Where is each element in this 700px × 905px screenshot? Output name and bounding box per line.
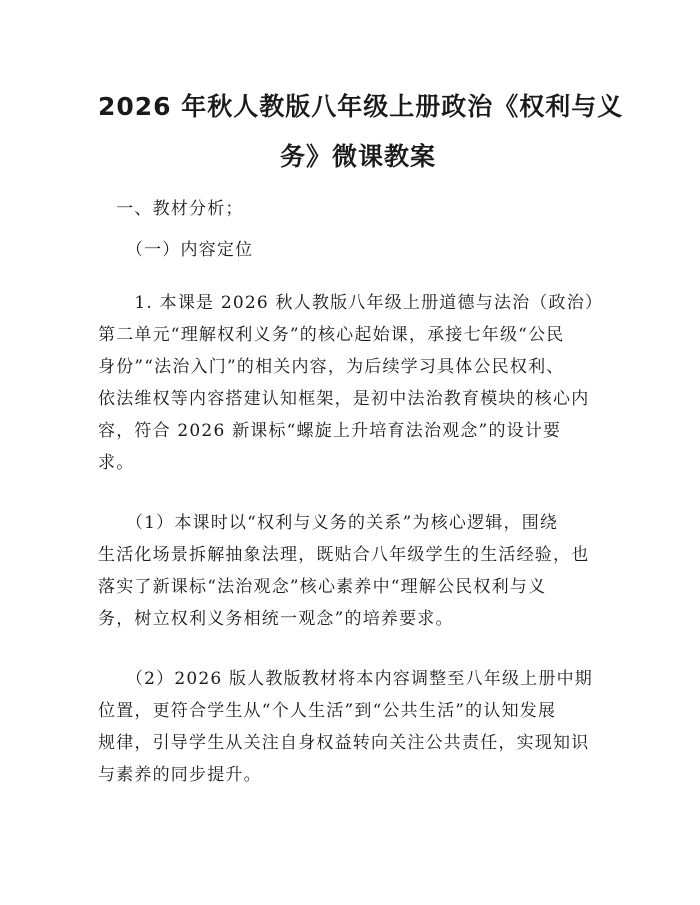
paragraph-line: 身份”“法治入门”的相关内容，为后续学习具体公民权利、	[98, 357, 565, 377]
paragraph-line: 容，符合 2026 新课标“螺旋上升培育法治观念”的设计要	[98, 421, 562, 441]
title-line-1: 2026 年秋人教版八年级上册政治《权利与义	[98, 92, 624, 121]
paragraph-line: 与素养的同步提升。	[98, 765, 262, 785]
paragraph-line: 第二单元“理解权利义务”的核心起始课，承接七年级“公民	[98, 325, 565, 345]
paragraph-line: 位置，更符合学生从“个人生活”到“公共生活”的认知发展	[98, 701, 557, 721]
paragraph-line: 1. 本课是 2026 秋人教版八年级上册道德与法治（政治）	[98, 293, 604, 313]
paragraph-line: （2）2026 版人教版教材将本内容调整至八年级上册中期	[98, 669, 593, 689]
paragraph-line: （1）本课时以“权利与义务的关系”为核心逻辑，围绕	[98, 513, 559, 533]
paragraph-3	[98, 663, 618, 791]
paragraph-line: 规律，引导学生从关注自身权益转向关注公共责任，实现知识	[98, 733, 590, 753]
paragraph-line: 求。	[98, 453, 135, 473]
paragraph-line: 务，树立权利义务相统一观念”的培养要求。	[98, 609, 454, 629]
paragraph-2	[98, 507, 618, 635]
section-heading	[98, 193, 618, 225]
paragraph-line: 落实了新课标“法治观念”核心素养中“理解公民权利与义	[98, 577, 547, 597]
subsection-heading	[98, 234, 618, 266]
title-line-2: 务》微课教案	[279, 142, 436, 171]
paragraph-line: 依法维权等内容搭建认知框架，是初中法治教育模块的核心内	[98, 389, 590, 409]
subsection-heading-text: （一）内容定位	[98, 240, 254, 260]
paragraph-1	[98, 287, 618, 479]
paragraph-line: 生活化场景拆解抽象法理，既贴合八年级学生的生活经验，也	[98, 545, 590, 565]
document-title	[98, 82, 624, 182]
section-heading-text: 一、教材分析；	[98, 199, 244, 219]
